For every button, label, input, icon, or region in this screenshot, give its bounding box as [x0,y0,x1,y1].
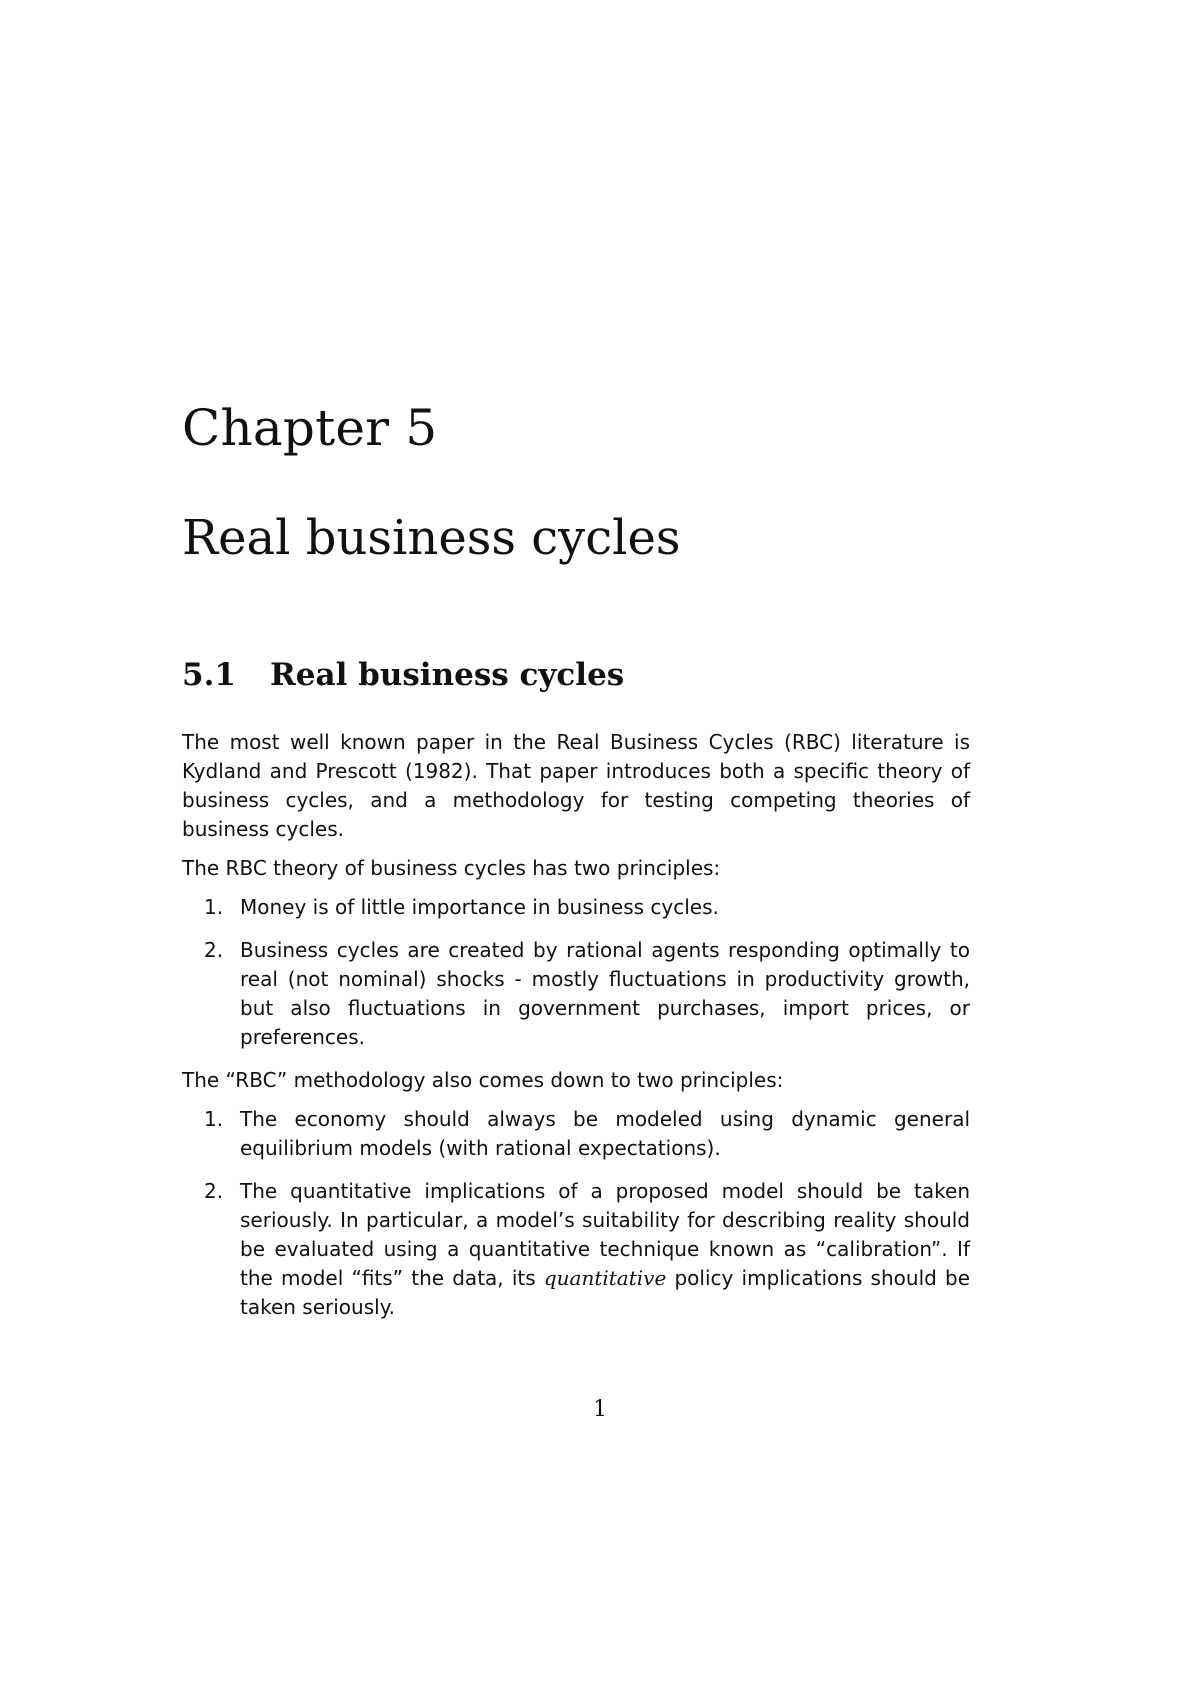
list-item-number: 1. [204,895,224,919]
theory-principles-list [182,893,970,1052]
list-item [182,936,970,1052]
chapter-title: Real business cycles [182,510,681,566]
page-number: 1 [593,1397,607,1422]
intro-paragraph: The most well known paper in the Real Business Cycles (RBC) literature is Kydland and Prescott (1982). That paper introduces both a specific theory of business cycles, and a methodology for testing competing theories of business cycles. [182,730,970,841]
list-item-number: 2. [204,938,224,962]
section-heading [182,655,624,695]
chapter-label: Chapter 5 [182,399,438,457]
list-item [182,1177,970,1322]
methodology-principles-list [182,1105,970,1322]
emphasis-text: quantitative [543,1266,667,1290]
list-item-text-before: The quantitative implications of a proposed model should be taken seriously. In particular, a model’s suitability for describing reality should be evaluated using a quantitative technique known as “calibration”. If the model “fits” the data, its [240,1179,970,1290]
list-item-text: Money is of little importance in business cycles. [240,895,719,919]
theory-lead-paragraph: The RBC theory of business cycles has two principles: [182,856,721,880]
section-title: Real business cycles [270,657,625,693]
list-item [182,893,970,922]
list-item-number: 2. [204,1179,224,1203]
body-text [182,728,970,1336]
list-item-text: Business cycles are created by rational agents responding optimally to real (not nominal) shocks - mostly fluctuations in productivity growth, but also fluctuations in government purchases, import prices, or preferences. [240,938,970,1049]
list-item [182,1105,970,1163]
list-item-number: 1. [204,1107,224,1131]
section-number: 5.1 [182,657,236,693]
list-item-text-after: policy implications should be taken seriously. [240,1266,970,1319]
list-item-text: The economy should always be modeled using dynamic general equilibrium models (with rational expectations). [240,1107,970,1160]
methodology-lead-paragraph: The “RBC” methodology also comes down to two principles: [182,1068,784,1092]
list-item-text [240,1179,970,1319]
